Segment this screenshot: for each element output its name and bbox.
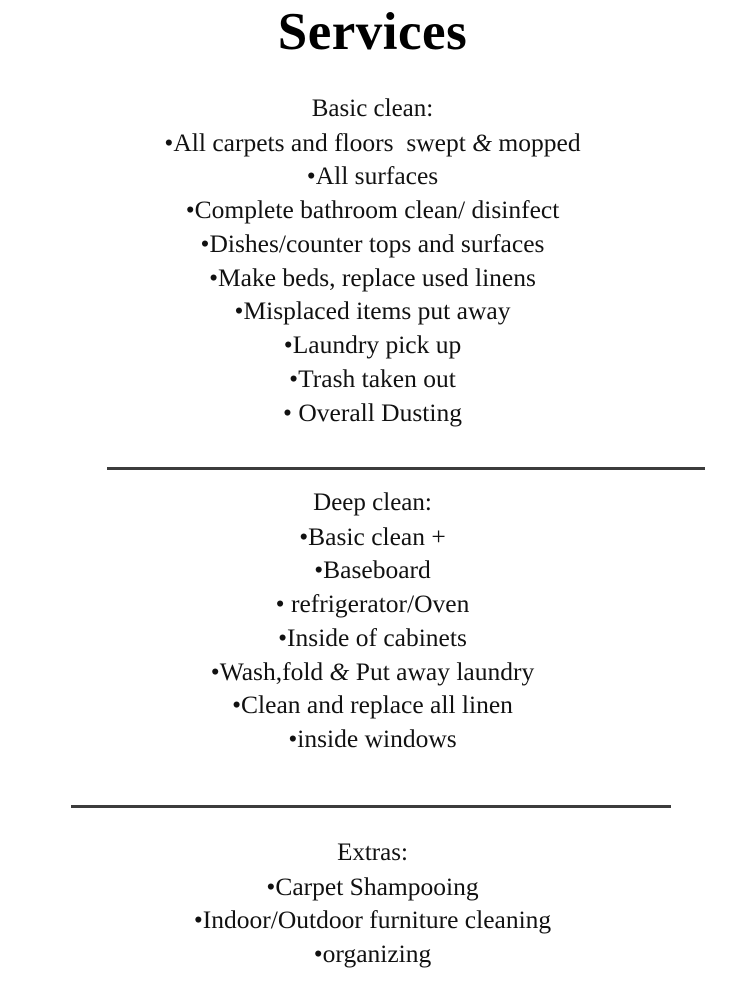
bullet-marker: • — [234, 296, 244, 326]
list-item-label: Complete bathroom clean/ disinfect — [194, 195, 560, 225]
list-item-label: Dishes/counter tops and surfaces — [209, 228, 545, 258]
ampersand-glyph: & — [329, 656, 350, 686]
list-item-label: refrigerator/Oven — [284, 589, 470, 619]
list-item — [0, 328, 745, 362]
list-item — [0, 655, 745, 689]
bullet-marker: • — [299, 521, 309, 551]
list-item — [0, 396, 745, 430]
list-item-label: Carpet Shampooing — [275, 871, 479, 901]
section-basic-clean — [0, 92, 745, 430]
list-item-label: Inside of cabinets — [287, 622, 467, 652]
list-item — [0, 294, 745, 328]
bullet-marker: • — [278, 622, 288, 652]
bullet-marker: • — [266, 871, 276, 901]
section-heading-extras: Extras: — [337, 839, 408, 866]
list-item-label: organizing — [322, 939, 432, 969]
bullet-marker: • — [275, 589, 285, 619]
list-item — [0, 520, 745, 554]
section-heading-basic-clean: Basic clean: — [311, 95, 434, 122]
bullet-marker: • — [200, 228, 210, 258]
list-item-label: All surfaces — [315, 161, 439, 191]
bullet-marker: • — [232, 690, 242, 720]
list-item-label: Clean and replace all linen — [241, 690, 513, 720]
list-item-label: All carpets and floors swept — [173, 127, 473, 157]
list-item — [0, 227, 745, 261]
bullet-marker: • — [306, 161, 316, 191]
section-heading-deep-clean: Deep clean: — [313, 489, 432, 516]
bullet-marker: • — [193, 905, 203, 935]
section-extras — [0, 836, 745, 971]
list-item — [0, 126, 745, 160]
list-item — [0, 362, 745, 396]
bullet-marker: • — [164, 127, 174, 157]
list-item — [0, 870, 745, 904]
list-item — [0, 722, 745, 756]
list-item-label: Baseboard — [323, 555, 431, 585]
bullet-marker: • — [209, 262, 218, 292]
bullet-marker: • — [289, 364, 299, 394]
list-item-label: inside windows — [297, 724, 457, 754]
list-item-label: Laundry pick up — [292, 330, 462, 360]
list-item-label: Trash taken out — [298, 364, 456, 394]
bullet-marker: • — [185, 195, 195, 225]
list-item — [0, 903, 745, 937]
bullet-marker: • — [210, 656, 220, 686]
page-title: Services — [277, 3, 468, 61]
ampersand-glyph: & — [472, 127, 493, 157]
list-item-label: Wash,fold — [219, 656, 330, 686]
list-item — [0, 587, 745, 621]
bullet-marker: • — [283, 397, 292, 427]
bullet-marker: • — [288, 724, 298, 754]
section-divider-2 — [71, 805, 671, 808]
list-item — [0, 937, 745, 971]
bullet-marker: • — [283, 330, 293, 360]
list-item — [0, 553, 745, 587]
bullet-marker: • — [313, 939, 323, 969]
list-item-label: Misplaced items put away — [243, 296, 511, 326]
list-item-label: Basic clean + — [308, 521, 446, 551]
list-item-label: Make beds, replace used linens — [218, 262, 536, 292]
list-item-label-continued: Put away laundry — [349, 656, 535, 686]
bullet-marker: • — [314, 555, 324, 585]
section-divider-1 — [107, 467, 705, 470]
list-item — [0, 193, 745, 227]
list-item — [0, 621, 745, 655]
extras-item-list — [0, 870, 745, 971]
deep-clean-item-list — [0, 520, 745, 757]
list-item-label-continued: mopped — [492, 127, 581, 157]
list-item — [0, 688, 745, 722]
section-deep-clean — [0, 486, 745, 756]
list-item — [0, 159, 745, 193]
list-item-label: Overall Dusting — [291, 397, 462, 427]
list-item — [0, 261, 745, 295]
list-item-label: Indoor/Outdoor furniture cleaning — [202, 905, 552, 935]
basic-clean-item-list — [0, 126, 745, 430]
